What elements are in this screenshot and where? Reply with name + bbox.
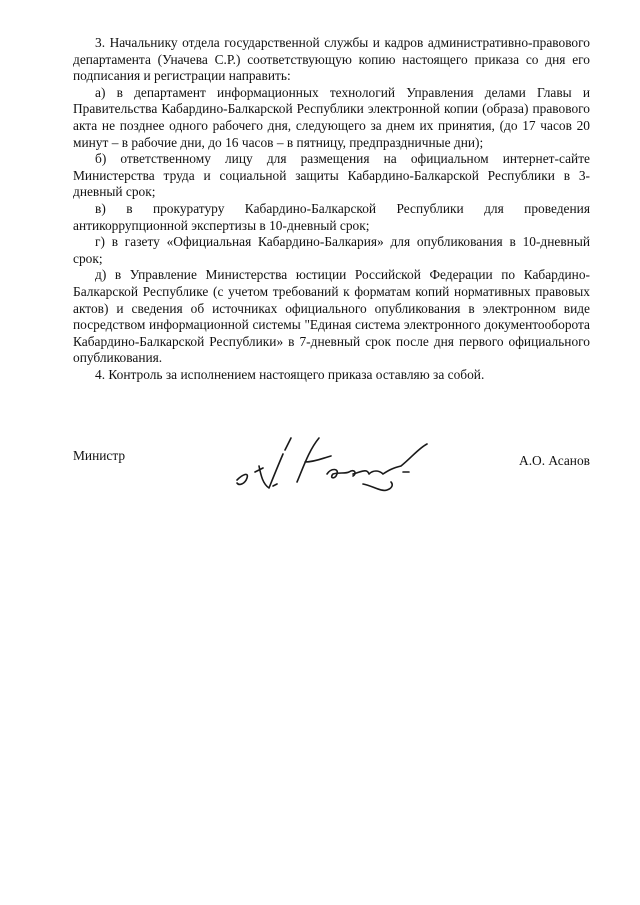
paragraph-subitem-g: г) в газету «Официальная Кабардино-Балкария» для опубликования в 10-дневный срок;	[73, 234, 590, 266]
paragraph-item-3: 3. Начальнику отдела государственной службы и кадров административно-правового департамента (Уначева С.Р.) соответствующую копию настоящего приказа со дня его подписания и регистрации направить:	[73, 35, 590, 84]
document-body	[73, 35, 590, 383]
signature-block	[73, 448, 590, 508]
paragraph-subitem-v: в) в прокуратуру Кабардино-Балкарской Республики для проведения антикоррупционной экспертизы в 10-дневный срок;	[73, 200, 590, 233]
paragraph-subitem-b: б) ответственному лицу для размещения на официальном интернет-сайте Министерства труда и социальной защиты Кабардино-Балкарской Республики в 3-дневный срок;	[73, 151, 590, 200]
paragraph-item-4: 4. Контроль за исполнением настоящего приказа оставляю за собой.	[95, 366, 485, 382]
signatory-title: Министр	[73, 448, 126, 463]
paragraph-subitem-d: д) в Управление Министерства юстиции Российской Федерации по Кабардино-Балкарской Республике (с учетом требований к форматам копий нормативных правовых актов) и сведения об источниках официального опубликования в электронном виде посредством информационной системы "Единая система электронного документооборота Кабардино-Балкарской Республики» в 7-дневный срок после дня первого официального опубликования.	[73, 267, 590, 366]
paragraph-subitem-a: а) в департамент информационных технологий Управления делами Главы и Правительства Кабардино-Балкарской Республики электронной копии (образа) правового акта не позднее одного рабочего дня, следующего за днем их принятия, (до 17 часов 20 минут – в рабочие дни, до 16 часов – в пятницу, предпраздничные дни);	[73, 84, 590, 150]
handwritten-signature	[233, 428, 443, 508]
signatory-name: А.О. Асанов	[519, 453, 590, 468]
